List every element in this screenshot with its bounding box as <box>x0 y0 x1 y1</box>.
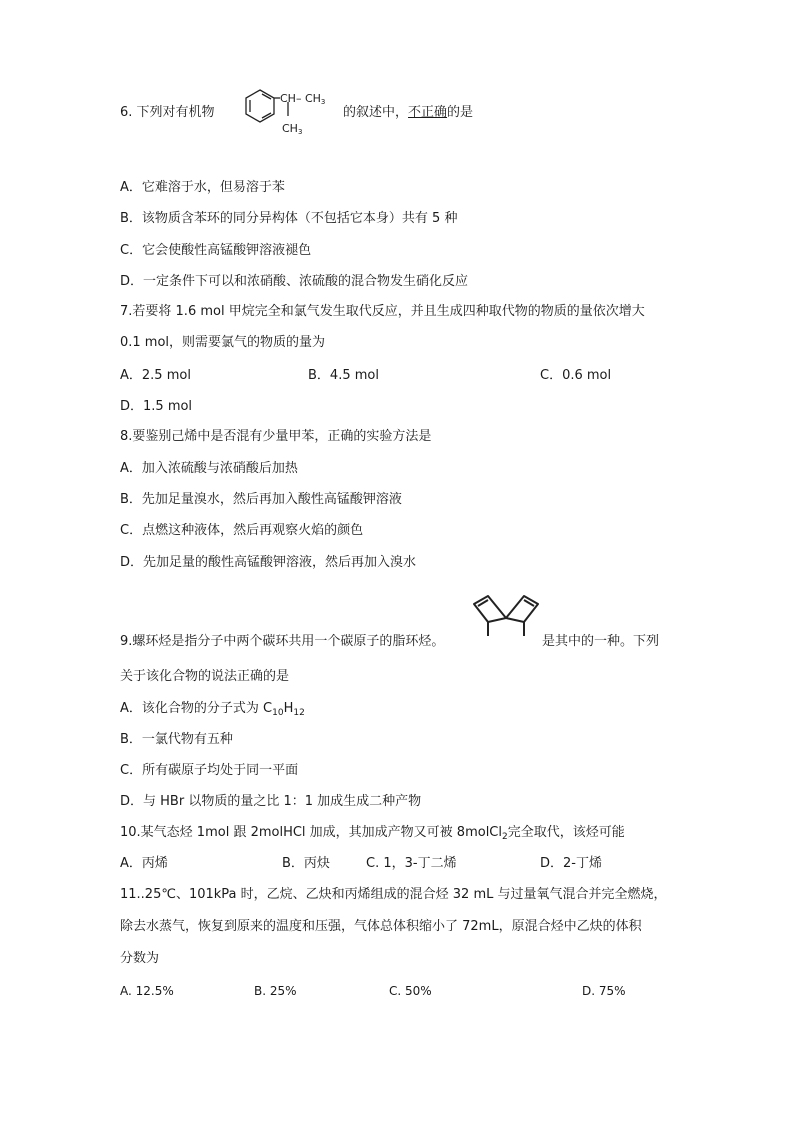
q7-option-d: D．1.5 mol <box>120 399 193 414</box>
q10-option-a: A．丙烯 <box>120 856 168 871</box>
q6-structure-top: CH– CH3 <box>280 92 326 106</box>
q6-option-b: B．该物质含苯环的同分异构体（不包括它本身）共有 5 种 <box>120 211 458 226</box>
q6-prefix: 6. 下列对有机物 <box>120 105 215 120</box>
q6-stem-suffix: 的叙述中，不正确的是 <box>343 105 474 120</box>
q8-option-d: D．先加足量的酸性高锰酸钾溶液，然后再加入溴水 <box>120 555 417 570</box>
q8-option-a: A．加入浓硫酸与浓硝酸后加热 <box>120 461 298 476</box>
q7-option-b: B．4.5 mol <box>308 368 379 383</box>
q6-option-c: C．它会使酸性高锰酸钾溶液褪色 <box>120 243 312 258</box>
q11-option-b: B. 25% <box>254 984 297 998</box>
q9-option-a: A．该化合物的分子式为 $C_{10}H_{12}$ <box>120 701 305 718</box>
q6-structure-image <box>244 86 338 140</box>
q10-option-b: B．丙炔 <box>282 856 330 871</box>
q11-stem-line1: 11..25℃、101kPa 时，乙烷、乙炔和丙烯组成的混合烃 32 mL 与过量氧气混合并完全燃烧， <box>120 887 667 902</box>
q11-option-d: D. 75% <box>582 984 626 998</box>
q6-option-a: A．它难溶于水，但易溶于苯 <box>120 180 285 195</box>
q9-option-b: B．一氯代物有五种 <box>120 732 233 747</box>
q6-stem <box>120 104 215 122</box>
q7-option-c: C．0.6 mol <box>540 368 612 383</box>
q10-option-d: D．2-丁烯 <box>540 856 602 871</box>
q9-stem-line2: 关于该化合物的说法正确的是 <box>120 669 290 684</box>
q6-underlined: 不正确 <box>408 105 448 120</box>
q11-option-c: C. 50% <box>389 984 432 998</box>
q9-spiro-structure-image <box>468 592 544 652</box>
q6-option-d: D．一定条件下可以和浓硝酸、浓硫酸的混合物发生硝化反应 <box>120 274 469 289</box>
q7-option-a: A．2.5 mol <box>120 368 191 383</box>
q10-option-c: C. 1，3-丁二烯 <box>366 856 457 871</box>
q7-stem-line2: 0.1 mol，则需要氯气的物质的量为 <box>120 335 326 350</box>
q8-option-b: B．先加足量溴水，然后再加入酸性高锰酸钾溶液 <box>120 492 402 507</box>
q8-stem: 8.要鉴别己烯中是否混有少量甲苯，正确的实验方法是 <box>120 429 432 444</box>
q11-stem-line2: 除去水蒸气，恢复到原来的温度和压强，气体总体积缩小了 72mL，原混合烃中乙炔的体积 <box>120 919 642 934</box>
q9-option-d: D．与 HBr 以物质的量之比 1：1 加成生成二种产物 <box>120 794 422 809</box>
q10-stem: 10.某气态烃 1mol 跟 2molHCl 加成，其加成产物又可被 8molCl$_2$完全取代，该烃可能 <box>120 825 625 842</box>
q11-stem-line3: 分数为 <box>120 951 160 966</box>
q9-option-c: C．所有碳原子均处于同一平面 <box>120 763 299 778</box>
q11-option-a: A. 12.5% <box>120 984 174 998</box>
q9-stem-line1: 9.螺环烃是指分子中两个碳环共用一个碳原子的脂环烃。 <box>120 634 445 649</box>
q8-option-c: C．点燃这种液体，然后再观察火焰的颜色 <box>120 523 364 538</box>
q6-structure-bottom: CH3 <box>282 122 303 136</box>
q9-stem-line1-after: 是其中的一种。下列 <box>542 634 660 649</box>
q7-stem-line1: 7.若要将 1.6 mol 甲烷完全和氯气发生取代反应，并且生成四种取代物的物质的量依次增大 <box>120 304 645 319</box>
